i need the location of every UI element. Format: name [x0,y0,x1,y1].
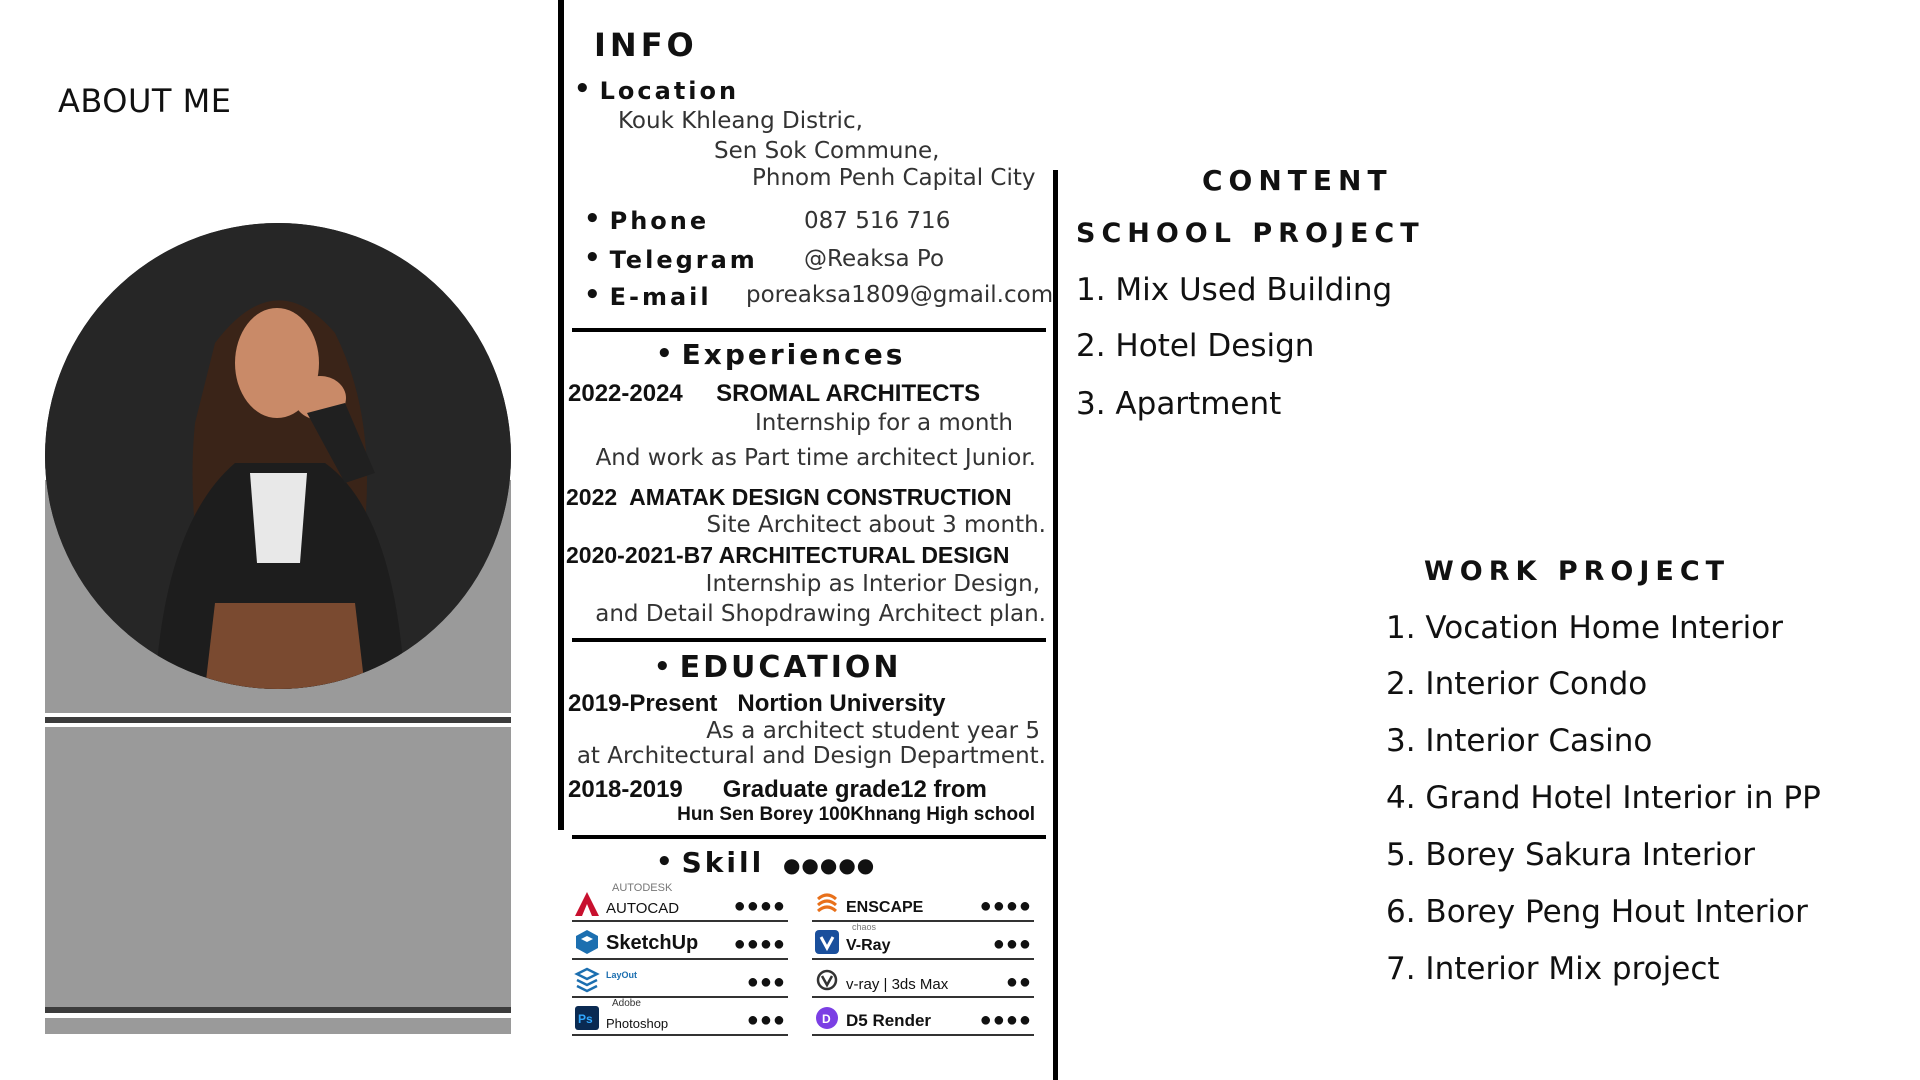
work-project-item: 4. Grand Hotel Interior in PP [1386,780,1821,816]
location-label: • Location [574,74,740,105]
skill-row-photoshop [572,1000,788,1036]
skill-dots: ●●●● [979,895,1032,917]
gray-panel-bottom [45,727,511,1007]
divider-line [45,1007,511,1013]
skill-name: v-ray | 3ds Max [846,976,949,993]
skill-dots: ●●●● [733,895,786,917]
work-project-title: WORK PROJECT [1424,556,1731,587]
autocad-icon [574,891,600,917]
education-heading: 2018-2019 Graduate grade12 from [568,776,987,803]
skill-name: V-Ray [846,937,891,954]
divider-line [45,717,511,723]
info-title: INFO [594,26,698,64]
photoshop-icon [574,1005,600,1031]
skill-dots: ●●●● [733,933,786,955]
phone-value: 087 516 716 [804,208,951,234]
vray-icon [814,929,840,955]
skill-row-enscape [812,886,1034,922]
experiences-title: • Experiences [656,338,906,371]
skill-name: ENSCAPE [846,899,924,916]
skill-row-layout [572,962,788,998]
school-project-title: SCHOOL PROJECT [1076,218,1425,249]
skill-dots: ●●● [746,971,786,993]
svg-text:Ps: Ps [578,1012,593,1026]
skill-title-dots: ●●●●● [782,853,876,877]
content-title: CONTENT [1202,164,1393,197]
vray-3dsmax-icon [814,967,840,993]
layout-icon [574,967,600,993]
skill-dots: ●●●● [979,1009,1032,1031]
work-project-item: 2. Interior Condo [1386,666,1648,702]
vertical-divider [558,0,564,830]
section-rule [572,328,1046,332]
skill-name: AUTOCAD [606,900,680,917]
skill-sub: Adobe [612,998,641,1009]
location-line-1: Kouk Khleang Distric, [618,108,863,134]
education-line: As a architect student year 5 [706,718,1040,744]
gray-strip [45,1018,511,1034]
experience-line: and Detail Shopdrawing Architect plan. [595,601,1046,627]
email-label: • E-mail [584,280,712,311]
d5-render-icon [814,1005,840,1031]
work-project-item: 5. Borey Sakura Interior [1386,837,1756,873]
experience-line: And work as Part time architect Junior. [595,445,1036,471]
section-rule [572,638,1046,642]
profile-photo [45,223,511,689]
experience-heading: 2022 AMATAK DESIGN CONSTRUCTION [566,484,1012,510]
experience-line: Internship for a month [754,410,1013,436]
skill-row-d5-render [812,1000,1034,1036]
svg-text:D: D [822,1012,831,1026]
school-project-item: 2. Hotel Design [1076,328,1315,364]
portrait-illustration [45,223,511,689]
skill-dots: ●● [1005,971,1032,993]
phone-label: • Phone [584,204,710,235]
education-line: Hun Sen Borey 100Khnang High school [677,804,1035,825]
skill-row-vray [812,924,1034,960]
telegram-label: • Telegram [584,243,758,274]
section-rule [572,835,1046,839]
vertical-divider [1053,170,1058,1080]
skill-name: LayOut [606,970,638,980]
location-line-2: Sen Sok Commune, [714,138,940,164]
location-line-3: Phnom Penh Capital City [752,165,1036,191]
experience-line: Internship as Interior Design, [705,571,1040,597]
experience-heading: 2022-2024 SROMAL ARCHITECTS [568,380,981,407]
work-project-item: 3. Interior Casino [1386,723,1653,759]
education-line: at Architectural and Design Department. [576,743,1046,769]
skill-name: Photoshop [606,1016,669,1031]
skill-row-sketchup [572,924,788,960]
skill-dots: ●●● [746,1009,786,1031]
school-project-item: 3. Apartment [1076,386,1282,422]
sketchup-icon [574,929,600,955]
skill-row-autocad [572,882,788,922]
skill-name: D5 Render [846,1011,932,1030]
skill-sub: AUTODESK [612,882,673,894]
telegram-value: @Reaksa Po [804,246,945,272]
skill-name: SketchUp [606,932,699,954]
email-value: poreaksa1809@gmail.com [746,282,1054,308]
work-project-item: 1. Vocation Home Interior [1386,610,1783,646]
school-project-item: 1. Mix Used Building [1076,272,1393,308]
work-project-item: 6. Borey Peng Hout Interior [1386,894,1808,930]
work-project-item: 7. Interior Mix project [1386,951,1720,987]
skill-title: • Skill ●●●●● [656,846,876,879]
experience-heading: 2020-2021-B7 ARCHITECTURAL DESIGN [566,542,1010,568]
education-title: • EDUCATION [654,650,902,685]
about-me-title: ABOUT ME [58,82,232,120]
skill-sub: chaos [852,922,877,932]
enscape-icon [814,891,840,917]
skill-dots: ●●● [992,933,1032,955]
experience-line: Site Architect about 3 month. [706,512,1046,538]
skill-row-vray-3dsmax [812,962,1034,998]
education-heading: 2019-Present Nortion University [568,690,946,717]
